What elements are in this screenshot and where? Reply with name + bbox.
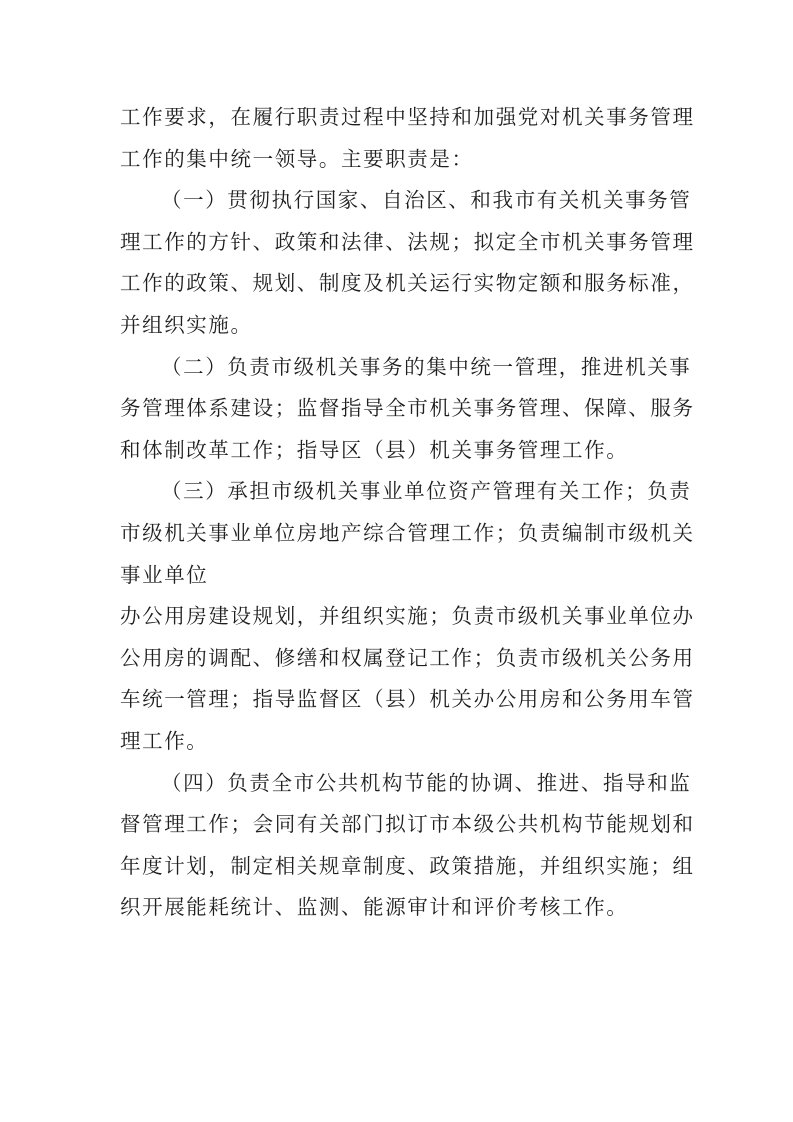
text-line: 和体制改革工作；指导区（县）机关事务管理工作。	[120, 437, 629, 462]
text-line: 务管理体系建设；监督指导全市机关事务管理、保障、服务	[120, 396, 695, 421]
text-line: 事业单位	[120, 562, 209, 587]
text-line: 理工作。	[120, 728, 209, 753]
body-text	[120, 97, 695, 929]
text-line: 工作的集中统一领导。主要职责是：	[120, 146, 474, 171]
text-line: 年度计划，制定相关规章制度、政策措施，并组织实施；组	[120, 853, 695, 878]
paragraph-start-line: （二）负责市级机关事务的集中统一管理，推进机关事	[161, 354, 692, 379]
text-line: 办公用房建设规划，并组织实施；负责市级机关事业单位办	[120, 604, 695, 629]
text-line: 市级机关事业单位房地产综合管理工作；负责编制市级机关	[120, 520, 695, 545]
paragraph-start-line: （三）承担市级机关事业单位资产管理有关工作；负责	[161, 479, 692, 504]
text-line: 织开展能耗统计、监测、能源审计和评价考核工作。	[120, 895, 629, 920]
paragraph-start-line: （四）负责全市公共机构节能的协调、推进、指导和监	[161, 770, 692, 795]
paragraph-start-line: （一）贯彻执行国家、自治区、和我市有关机关事务管	[161, 188, 692, 213]
text-line: 并组织实施。	[120, 312, 253, 337]
text-line: 督管理工作；会同有关部门拟订市本级公共机构节能规划和	[120, 812, 695, 837]
text-line: 工作的政策、规划、制度及机关运行实物定额和服务标准，	[120, 271, 695, 296]
text-line: 公用房的调配、修缮和权属登记工作；负责市级机关公务用	[120, 645, 695, 670]
text-line: 车统一管理；指导监督区（县）机关办公用房和公务用车管	[120, 687, 695, 712]
text-line: 理工作的方针、政策和法律、法规；拟定全市机关事务管理	[120, 229, 695, 254]
text-line: 工作要求，在履行职责过程中坚持和加强党对机关事务管理	[120, 105, 695, 129]
